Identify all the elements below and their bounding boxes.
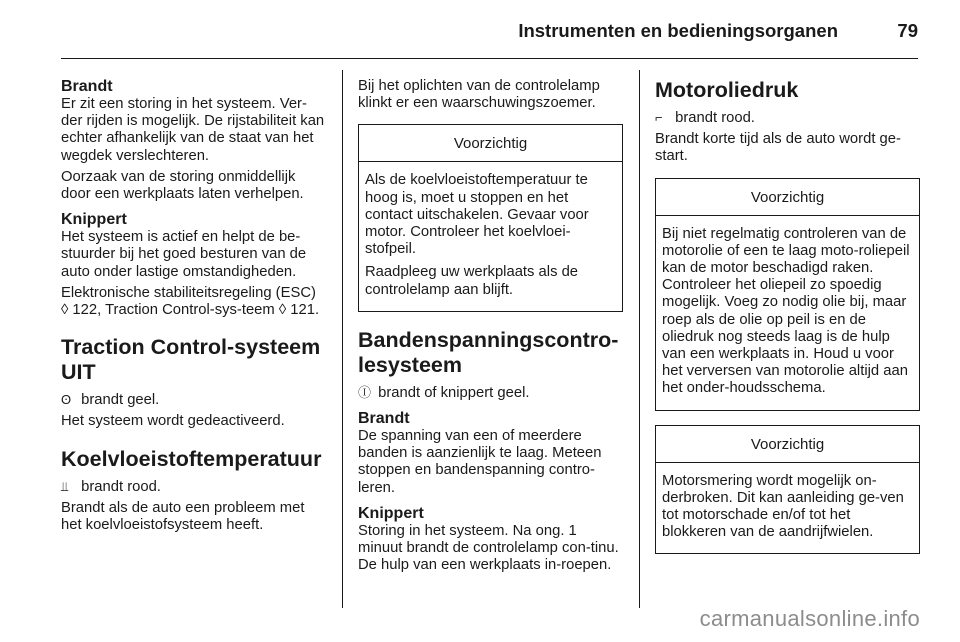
- paragraph: Bij niet regelmatig controleren van de motorolie of een te laag moto-roliepeil kan de motor beschadigd raken. Controleer het oliepeil zo spoedig mogelijk. Voeg zo nodig olie bij, maar roep als de olie op peil is en de oliedruk nog steeds laag is de hulp van een werkplaats in. Houd u voor het verversen van motorolie altijd aan het onder-houdsschema.: [662, 225, 910, 397]
- indicator-line: [61, 391, 326, 409]
- watermark: carmanualsonline.info: [699, 606, 920, 631]
- indicator-status: brandt geel.: [81, 392, 160, 409]
- paragraph: Er zit een storing in het systeem. Ver-der rijden is mogelijk. De rijstabiliteit kan echter afhankelijk van de staat van het wegdek verslechteren.: [61, 96, 325, 164]
- caution-box-title: Voorzichtig: [359, 125, 622, 162]
- paragraph: Brandt korte tijd als de auto wordt ge-start.: [655, 131, 901, 165]
- paragraph: Als de koelvloeistoftemperatuur te hoog is, moet u stoppen en het contact uitschakelen. Gevaar voor motor. Controleer het koelvloei-stofpeil.: [365, 172, 589, 258]
- column-divider-2: [639, 70, 640, 608]
- paragraph: Oorzaak van de storing onmiddellijk door een werkplaats laten verhelpen.: [61, 168, 304, 203]
- column-1: [61, 78, 326, 538]
- section-heading-brandt: Brandt: [358, 410, 410, 428]
- heading-engine-oil-pressure: Motoroliedruk: [655, 78, 799, 102]
- tyre-pressure-icon: Ⓘ: [358, 384, 372, 400]
- paragraph-cross-reference: Elektronische stabiliteitsregeling (ESC) ◊ 122, Traction Control-sys-teem ◊ 121.: [61, 284, 320, 319]
- caution-box-body: [656, 463, 919, 554]
- indicator-status: brandt rood.: [675, 110, 755, 126]
- section-heading-knippert: Knippert: [61, 211, 127, 229]
- column-3: [655, 78, 920, 560]
- paragraph: Storing in het systeem. Na ong. 1 minuut brandt de controlelamp con-tinu. De hulp van een werkplaats in-roepen.: [358, 522, 619, 574]
- page-header-title: Instrumenten en bedieningsorganen: [518, 20, 838, 41]
- caution-box: [655, 178, 920, 411]
- traction-control-off-icon: ʘ: [61, 392, 72, 408]
- section-heading-knippert: Knippert: [358, 504, 424, 522]
- column-2: [358, 78, 623, 578]
- paragraph: Bij het oplichten van de controlelamp klinkt er een waarschuwingszoemer.: [358, 78, 600, 112]
- heading-tyre-pressure-monitoring: Bandenspanningscontro-lesysteem: [358, 327, 619, 377]
- caution-box: [655, 425, 920, 555]
- paragraph: Het systeem is actief en helpt de be-stuurder bij het goed besturen van de auto onder lastige omstandigheden.: [61, 229, 307, 280]
- caution-box-body: [359, 162, 622, 310]
- paragraph: De spanning van een of meerdere banden is aanzienlijk te laag. Meteen stoppen en bandenspanning contro-leren.: [358, 428, 602, 496]
- paragraph: Motorsmering wordt mogelijk on-derbroken. Dit kan aanleiding ge-ven tot motorschade en/of tot het blokkeren van de aandrijfwielen.: [662, 472, 904, 541]
- caution-box-title: Voorzichtig: [656, 426, 919, 463]
- paragraph: Brandt als de auto een probleem met het koelvloeistofsysteem heeft.: [61, 499, 305, 534]
- section-heading-brandt: Brandt: [61, 78, 113, 95]
- oil-pressure-icon: ⌐: [655, 110, 663, 125]
- indicator-line: [358, 384, 623, 402]
- indicator-status: brandt rood.: [81, 478, 161, 495]
- column-divider-1: [342, 70, 343, 608]
- heading-coolant-temperature: Koelvloeistoftemperatuur: [61, 446, 322, 471]
- heading-traction-control-off: Traction Control-systeem UIT: [61, 335, 321, 385]
- caution-box: [358, 124, 623, 311]
- header-divider: [61, 58, 918, 59]
- page-number: 79: [897, 20, 918, 41]
- paragraph: Het systeem wordt gedeactiveerd.: [61, 413, 285, 430]
- indicator-line: [655, 109, 920, 127]
- caution-box-title: Voorzichtig: [656, 179, 919, 216]
- indicator-line: [61, 478, 326, 496]
- paragraph: Raadpleeg uw werkplaats als de controlelamp aan blijft.: [365, 264, 579, 298]
- caution-box-body: [656, 216, 919, 410]
- coolant-temperature-icon: ⫫: [61, 478, 69, 494]
- indicator-status: brandt of knippert geel.: [378, 384, 530, 401]
